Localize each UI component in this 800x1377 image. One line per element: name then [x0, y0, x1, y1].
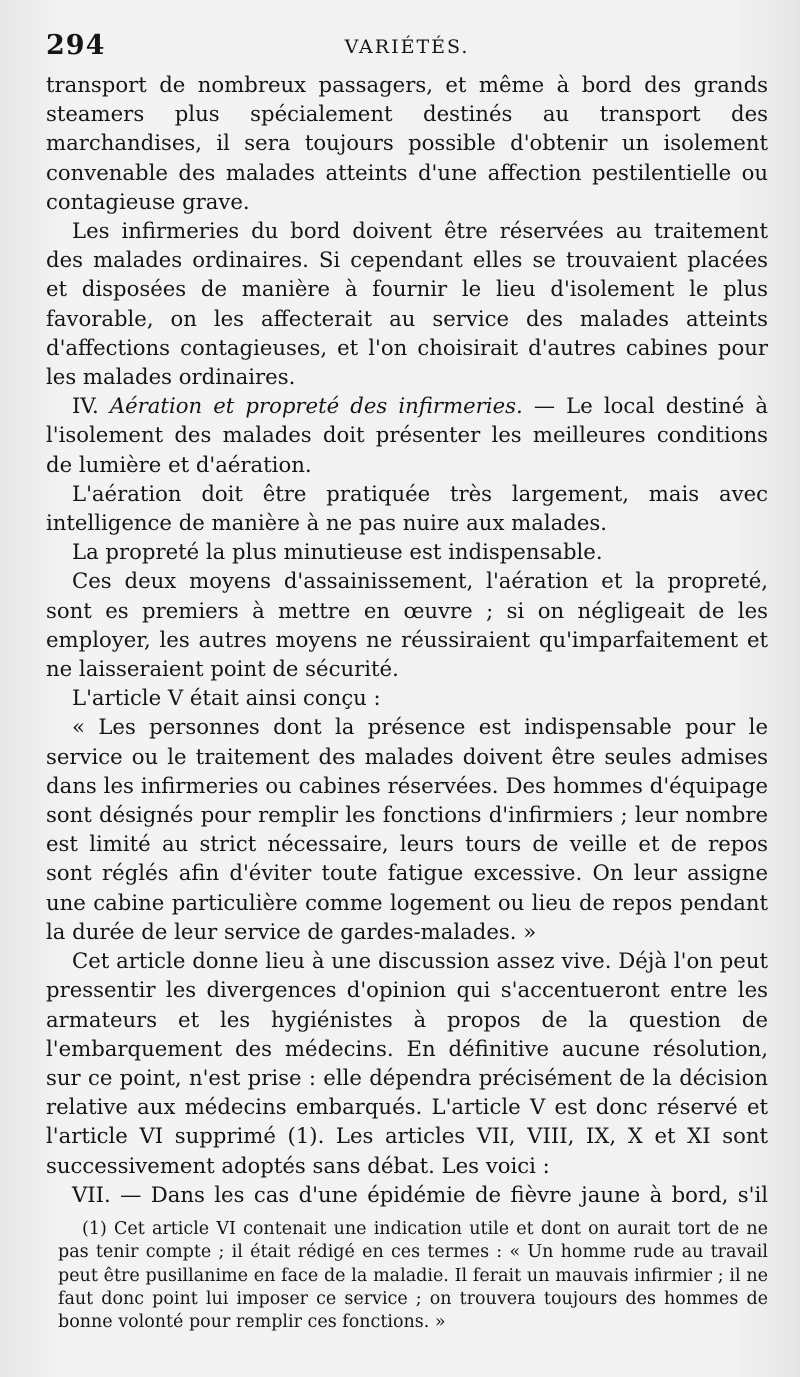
section-text: — Le local destiné à l'isolement des malades doit présenter les meilleures conditions de lumière et d'aération.: [46, 393, 768, 477]
paragraph-6: Ces deux moyens d'assainissement, l'aération et la propreté, sont es premiers à mettre en œuvre ; si on négligeait de les employer, les autres moyens ne réussiraient qu'imparfaitement et ne laisseraient point de sécurité.: [46, 568, 768, 682]
running-title: VARIÉTÉS.: [344, 36, 470, 58]
paragraph-7: L'article V était ainsi conçu :: [72, 685, 381, 711]
paragraph-5: La propreté la plus minutieuse est indispensable.: [72, 539, 603, 565]
paragraph-8-quotation: « Les personnes dont la présence est indispensable pour le service ou le traitement des malades doivent être seules admises dans les infirmeries ou cabines réservées. Des hommes d'équipage sont désignés pour remplir les fonctions d'infirmiers ; leur nombre est limité au strict nécessaire, leurs tours de veille et de repos sont réglés afin d'éviter toute fatigue excessive. On leur assigne une cabine particulière comme logement ou lieu de repos pendant la durée de leur service de gardes-malades. »: [46, 714, 768, 944]
page-number: 294: [46, 30, 106, 61]
footnote: (1) Cet article VI contenait une indication utile et dont on aurait tort de ne pas tenir compte ; il était rédigé en ces termes : « Un homme rude au travail peut être pusillanime en face de la maladie. Il ferait un mauvais infirmier ; il ne faut donc point lui imposer ce service ; on trouvera toujours des hommes de bonne volonté pour remplir ces fonctions. »: [58, 1219, 768, 1333]
paragraph-9: Cet article donne lieu à une discussion assez vive. Déjà l'on peut pressentir les divergences d'opinion qui s'accentueront entre les armateurs et les hygiénistes à propos de la question de l'embarquement des médecins. En définitive aucune résolution, sur ce point, n'est prise : elle dépendra précisément de la décision relative aux médecins embarqués. L'article V est donc réservé et l'article VI supprimé (1). Les articles VII, VIII, IX, X et XI sont successivement adoptés sans débat. Les voici :: [46, 948, 768, 1178]
paragraph-2: Les infirmeries du bord doivent être réservées au traitement des malades ordinaires. Si cependant elles se trouvaient placées et disposées de manière à fournir le lieu d'isolement le plus favorable, on les affecterait au service des malades atteints d'affections contagieuses, et l'on choisirait d'autres cabines pour les malades ordinaires.: [46, 218, 768, 390]
section-number: IV.: [72, 393, 99, 419]
paragraph-4: L'aération doit être pratiquée très largement, mais avec intelligence de manière à ne pas nuire aux malades.: [46, 480, 768, 536]
section-heading: Aération et propreté des infirmeries.: [109, 393, 523, 419]
paragraph-1: transport de nombreux passagers, et même à bord des grands steamers plus spécialement destinés au transport des marchandises, il sera toujours possible d'obtenir un isolement convenable des malades atteints d'une affection pestilentielle ou contagieuse grave.: [46, 72, 768, 214]
paragraph-3-section-iv: [46, 391, 768, 479]
body-text: [46, 70, 768, 1209]
paragraph-10-continues: VII. — Dans les cas d'une épidémie de fièvre jaune à bord, s'il: [72, 1181, 768, 1207]
page-header: [46, 30, 768, 64]
